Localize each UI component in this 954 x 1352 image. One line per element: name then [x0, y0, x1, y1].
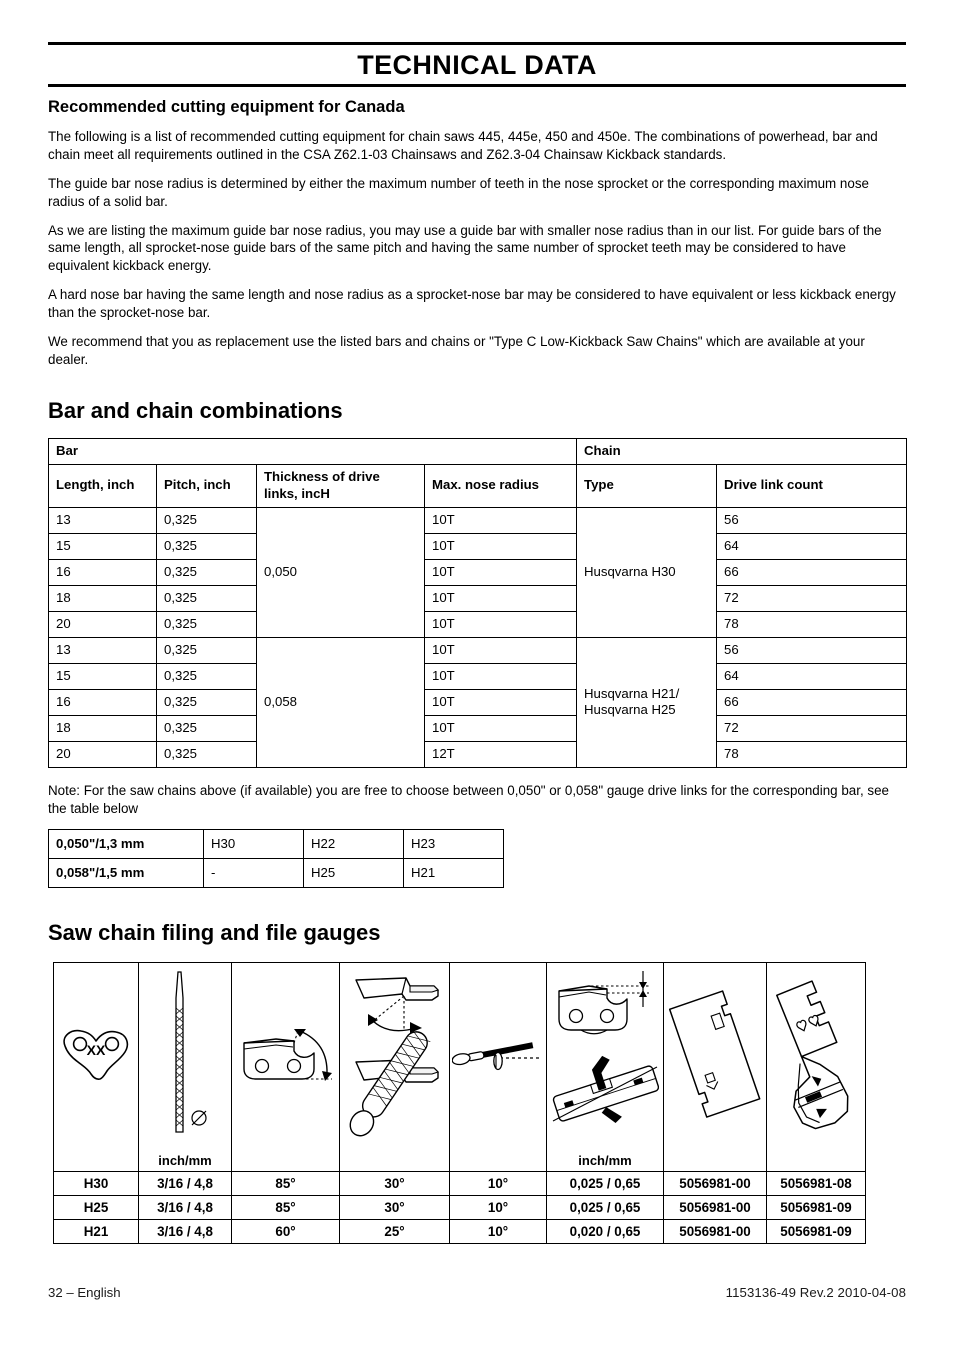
cell-nose-radius: 10T — [425, 715, 577, 741]
file-gauge-combi-icon — [768, 973, 864, 1138]
cell-file-gauge-plain: 5056981-00 — [664, 1219, 767, 1243]
cell-chain-type-group-2 — [577, 637, 717, 767]
saw-chain-filing-table — [53, 962, 866, 1244]
cell-top-plate-angle: 60° — [232, 1219, 340, 1243]
cell-length: 20 — [49, 741, 157, 767]
unit-label-file-diameter: inch/mm — [139, 1150, 232, 1172]
depth-gauge-setting-icon — [551, 969, 659, 1141]
cell-depth-gauge-setting: 0,020 / 0,65 — [547, 1219, 664, 1243]
table-row — [49, 741, 907, 767]
page-footer — [48, 1285, 906, 1300]
chain-type-line-2: Husqvarna H25 — [584, 702, 676, 718]
top-plate-angle-icon — [236, 1019, 336, 1091]
cell-thickness-group-1: 0,050 — [257, 507, 425, 637]
cell-pitch: 0,325 — [157, 715, 257, 741]
cell-nose-radius: 10T — [425, 637, 577, 663]
cell-chain: H30 — [54, 1171, 139, 1195]
cell-top-plate-angle: 85° — [232, 1195, 340, 1219]
filing-angle-icon — [344, 970, 446, 1140]
cell-filing-angle: 30° — [340, 1195, 450, 1219]
cell-pitch: 0,325 — [157, 611, 257, 637]
cell-length: 13 — [49, 507, 157, 533]
table-group-header-row — [49, 438, 907, 464]
table-row — [49, 689, 907, 715]
cell-drive-link-count: 78 — [717, 611, 907, 637]
cell-length: 16 — [49, 689, 157, 715]
chain-type-line-1: Husqvarna H21/ — [584, 685, 680, 701]
cell-length: 16 — [49, 559, 157, 585]
section-heading-recommended-equipment: Recommended cutting equipment for Canada — [48, 98, 405, 117]
column-header-pitch: Pitch, inch — [157, 464, 257, 507]
cell-pitch: 0,325 — [157, 585, 257, 611]
cell-gauge-chain-1: - — [204, 859, 304, 888]
cutter-tooth-icon — [57, 1024, 135, 1086]
cell-pitch: 0,325 — [157, 507, 257, 533]
cell-nose-radius: 10T — [425, 611, 577, 637]
cell-length: 18 — [49, 715, 157, 741]
pictogram-cell-file-diameter — [139, 962, 232, 1150]
cell-file-gauge-plain: 5056981-00 — [664, 1171, 767, 1195]
cell-nose-radius: 10T — [425, 507, 577, 533]
pictogram-cell-filing-angle — [340, 962, 450, 1150]
intro-paragraph-2: The guide bar nose radius is determined by either the maximum number of teeth in the nose sprocket or the corresponding maximum nose radius of a solid bar. — [48, 175, 869, 209]
cell-pitch: 0,325 — [157, 741, 257, 767]
file-angle-icon — [452, 1025, 544, 1085]
cell-gauge-chain-1: H30 — [204, 830, 304, 859]
footer-page-number: 32 – English — [48, 1285, 121, 1300]
cell-drive-link-count: 78 — [717, 741, 907, 767]
unit-label-file-gauge-combi — [767, 1150, 866, 1172]
round-file-icon — [150, 968, 220, 1143]
cell-file-gauge-combi: 5056981-09 — [767, 1195, 866, 1219]
table-row — [49, 859, 504, 888]
cell-nose-radius: 10T — [425, 663, 577, 689]
cell-thickness-group-2: 0,058 — [257, 637, 425, 767]
cell-depth-gauge-setting: 0,025 / 0,65 — [547, 1195, 664, 1219]
cell-nose-radius: 10T — [425, 585, 577, 611]
cell-nose-radius: 12T — [425, 741, 577, 767]
cell-gauge-chain-3: H23 — [404, 830, 504, 859]
pictogram-cell-top-plate-angle — [232, 962, 340, 1150]
cell-filing-angle: 25° — [340, 1219, 450, 1243]
cell-gauge-label: 0,050"/1,3 mm — [49, 830, 204, 859]
table-row — [49, 611, 907, 637]
cell-drive-link-count: 64 — [717, 533, 907, 559]
cell-length: 13 — [49, 637, 157, 663]
table-row — [49, 830, 504, 859]
table-row — [49, 585, 907, 611]
cell-nose-radius: 10T — [425, 689, 577, 715]
cell-pitch: 0,325 — [157, 689, 257, 715]
table-row — [49, 507, 907, 533]
pictogram-cell-chain-type — [54, 962, 139, 1150]
table-row — [54, 1171, 866, 1195]
pictogram-cell-depth-gauge-setting — [547, 962, 664, 1150]
column-header-nose-radius: Max. nose radius — [425, 464, 577, 507]
cell-depth-gauge-setting: 0,025 / 0,65 — [547, 1171, 664, 1195]
section-heading-saw-chain-filing: Saw chain filing and file gauges — [48, 920, 381, 946]
cell-nose-radius: 10T — [425, 559, 577, 585]
cell-file-gauge-plain: 5056981-00 — [664, 1195, 767, 1219]
diameter-symbol-icon — [192, 1111, 206, 1125]
cell-nose-radius: 10T — [425, 533, 577, 559]
pictogram-cell-file-gauge-plain — [664, 962, 767, 1150]
unit-label-chain-type — [54, 1150, 139, 1172]
cell-file-gauge-combi: 5056981-09 — [767, 1219, 866, 1243]
cell-gauge-chain-3: H21 — [404, 859, 504, 888]
cell-chain: H21 — [54, 1219, 139, 1243]
cell-chain: H25 — [54, 1195, 139, 1219]
cell-drive-link-count: 64 — [717, 663, 907, 689]
group-header-bar: Bar — [49, 438, 577, 464]
footer-document-reference: 1153136-49 Rev.2 2010-04-08 — [725, 1285, 906, 1300]
column-header-thickness: Thickness of drive links, incH — [257, 464, 425, 507]
column-header-drive-link-count: Drive link count — [717, 464, 907, 507]
cell-pitch: 0,325 — [157, 637, 257, 663]
table-row — [49, 663, 907, 689]
table-row — [49, 637, 907, 663]
section-heading-bar-chain-combinations: Bar and chain combinations — [48, 398, 343, 424]
cell-filing-angle: 30° — [340, 1171, 450, 1195]
table-row — [54, 1195, 866, 1219]
cell-pitch: 0,325 — [157, 559, 257, 585]
filing-unit-label-row — [54, 1150, 866, 1172]
cell-file-diameter: 3/16 / 4,8 — [139, 1219, 232, 1243]
cell-drive-link-count: 66 — [717, 559, 907, 585]
intro-paragraph-5: We recommend that you as replacement use the listed bars and chains or "Type C Low-Kickback Saw Chains" which are available at your dealer. — [48, 333, 865, 367]
page-content — [48, 42, 906, 1244]
cell-length: 18 — [49, 585, 157, 611]
page-title: TECHNICAL DATA — [357, 50, 597, 80]
unit-label-file-angle — [450, 1150, 547, 1172]
table-row — [49, 533, 907, 559]
unit-label-filing-angle — [340, 1150, 450, 1172]
cell-length: 15 — [49, 533, 157, 559]
cell-gauge-chain-2: H25 — [304, 859, 404, 888]
filing-pictogram-row — [54, 962, 866, 1150]
unit-label-file-gauge-plain — [664, 1150, 767, 1172]
pictogram-cell-file-gauge-combi — [767, 962, 866, 1150]
cell-gauge-chain-2: H22 — [304, 830, 404, 859]
cell-pitch: 0,325 — [157, 663, 257, 689]
cell-gauge-label: 0,058"/1,5 mm — [49, 859, 204, 888]
cell-file-diameter: 3/16 / 4,8 — [139, 1171, 232, 1195]
cell-drive-link-count: 66 — [717, 689, 907, 715]
cell-pitch: 0,325 — [157, 533, 257, 559]
intro-paragraph-4: A hard nose bar having the same length and nose radius as a sprocket-nose bar may be considered to have equivalent or less kickback energy than the sprocket-nose bar. — [48, 287, 896, 320]
gauge-drive-link-table — [48, 829, 504, 888]
cell-length: 20 — [49, 611, 157, 637]
file-gauge-plain-icon — [669, 975, 761, 1135]
gauge-note-text: Note: For the saw chains above (if available) you are free to choose between 0,050" or 0,058" gauge drive links for the corresponding bar, see the table below — [48, 782, 889, 816]
header-rule-bottom — [48, 84, 906, 87]
cell-drive-link-count: 56 — [717, 507, 907, 533]
cell-file-angle: 10° — [450, 1171, 547, 1195]
unit-label-top-plate-angle — [232, 1150, 340, 1172]
bar-chain-table — [48, 438, 907, 768]
group-header-chain: Chain — [577, 438, 907, 464]
column-header-length: Length, inch — [49, 464, 157, 507]
cell-drive-link-count: 72 — [717, 715, 907, 741]
unit-label-depth-gauge-setting: inch/mm — [547, 1150, 664, 1172]
header-rule-top — [48, 42, 906, 45]
cell-file-angle: 10° — [450, 1195, 547, 1219]
cell-file-gauge-combi: 5056981-08 — [767, 1171, 866, 1195]
cell-length: 15 — [49, 663, 157, 689]
cutter-mark-label: XX — [86, 1042, 106, 1059]
intro-paragraph-3: As we are listing the maximum guide bar nose radius, you may use a guide bar with smaller nose radius than in our list. For guide bars of the same length, all sprocket-nose guide bars of the same pitch and having the same number of sprocket teeth may be considered to have equivalent kickback energy. — [48, 222, 882, 274]
table-row — [54, 1219, 866, 1243]
table-row — [49, 559, 907, 585]
cell-file-diameter: 3/16 / 4,8 — [139, 1195, 232, 1219]
pictogram-cell-file-angle — [450, 962, 547, 1150]
intro-paragraph-1: The following is a list of recommended cutting equipment for chain saws 445, 445e, 450 and 450e. The combinations of powerhead, bar and chain meet all requirements outlined in the CSA Z62.1-03 Chainsaws and Z62.3-04 Chainsaw Kickback standards. — [48, 129, 878, 163]
cell-file-angle: 10° — [450, 1219, 547, 1243]
table-column-header-row — [49, 464, 907, 507]
cell-drive-link-count: 56 — [717, 637, 907, 663]
cell-top-plate-angle: 85° — [232, 1171, 340, 1195]
cell-chain-type-group-1: Husqvarna H30 — [577, 507, 717, 637]
cell-drive-link-count: 72 — [717, 585, 907, 611]
column-header-type: Type — [577, 464, 717, 507]
table-row — [49, 715, 907, 741]
